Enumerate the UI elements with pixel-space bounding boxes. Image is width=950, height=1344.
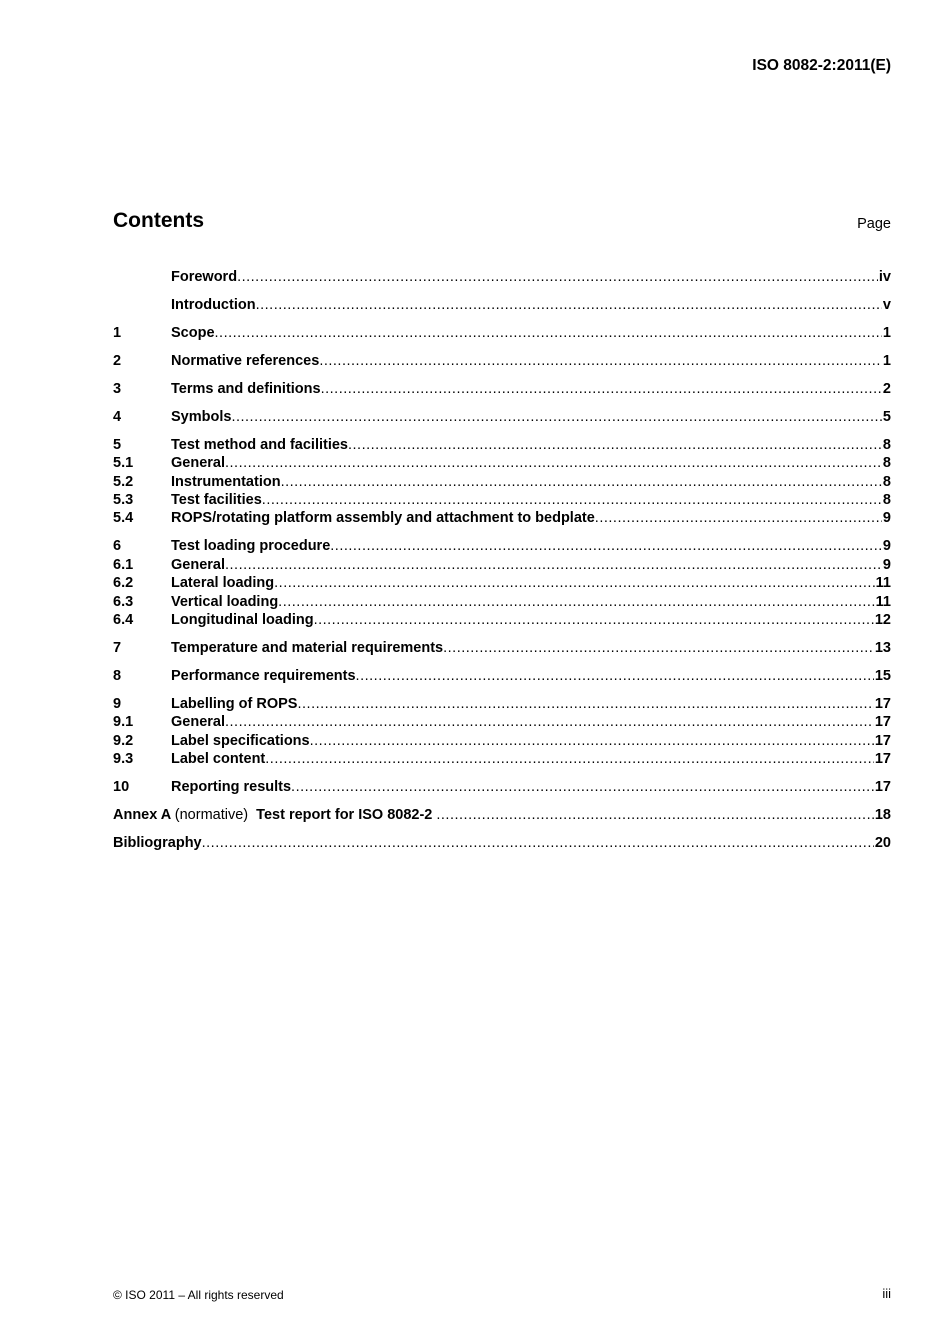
toc-entry-page: 15 — [874, 667, 891, 684]
toc-entry-number: 2 — [113, 352, 122, 369]
toc-entry-page: v — [882, 296, 891, 313]
toc-entry-number: 9.2 — [113, 732, 134, 749]
dot-leader — [274, 574, 875, 592]
dot-leader — [319, 352, 882, 370]
toc-entry[interactable] — [113, 408, 891, 426]
toc-entry-title: General — [171, 455, 225, 472]
dot-leader — [348, 436, 882, 454]
toc-entry-number: 6.3 — [113, 593, 134, 610]
toc-entry-number: 4 — [113, 408, 122, 425]
contents-title: Contents — [113, 209, 204, 232]
toc-entry[interactable] — [113, 436, 891, 454]
dot-leader — [256, 296, 882, 314]
toc-entry-title: Labelling of ROPS — [171, 695, 298, 712]
toc-entry[interactable] — [113, 454, 891, 472]
toc-entry-page: 17 — [874, 695, 891, 712]
dot-leader — [330, 537, 882, 555]
toc-entry-title: Terms and definitions — [171, 380, 321, 397]
toc-entry-title: Reporting results — [171, 779, 292, 796]
toc-entry[interactable] — [113, 695, 891, 713]
toc-entry-title: Vertical loading — [171, 593, 279, 610]
toc-entry-page: 12 — [874, 612, 891, 629]
toc-entry[interactable] — [113, 537, 891, 555]
toc-entry-number: 5 — [113, 436, 122, 453]
dot-leader — [237, 268, 878, 286]
toc-entry[interactable] — [113, 268, 891, 286]
dot-leader — [436, 806, 873, 824]
toc-entry-title: Lateral loading — [171, 575, 275, 592]
document-id: ISO 8082-2:2011(E) — [752, 57, 891, 74]
dot-leader — [443, 639, 874, 657]
toc-entry-page: 11 — [875, 593, 891, 610]
toc-entry-page: 2 — [882, 380, 891, 397]
toc-entry[interactable] — [113, 574, 891, 592]
toc-entry-number: 5.4 — [113, 510, 134, 527]
toc-entry[interactable] — [113, 352, 891, 370]
toc-entry-page: 11 — [875, 575, 891, 592]
toc-entry-title: Longitudinal loading — [171, 612, 314, 629]
toc-entry-page: 17 — [874, 779, 891, 796]
annex-qualifier: (normative) — [174, 807, 249, 824]
toc-entry-number: 9.3 — [113, 751, 134, 768]
toc-entry-page: 20 — [874, 835, 891, 852]
toc-entry[interactable] — [113, 593, 891, 611]
toc-entry-title: Test facilities — [171, 492, 262, 509]
toc-entry[interactable] — [113, 750, 891, 768]
toc-entry-page: 8 — [882, 455, 891, 472]
dot-leader — [310, 732, 874, 750]
dot-leader — [225, 454, 882, 472]
toc-entry-title: Symbols — [171, 408, 232, 425]
toc-entry-page: 8 — [882, 473, 891, 490]
dot-leader — [595, 509, 882, 527]
toc-entry[interactable] — [113, 380, 891, 398]
toc-entry[interactable] — [113, 639, 891, 657]
toc-entry-bibliography[interactable] — [113, 834, 891, 852]
toc-entry-title: General — [171, 556, 225, 573]
toc-entry-title: Foreword — [171, 269, 238, 285]
dot-leader — [231, 408, 881, 426]
dot-leader — [281, 473, 882, 491]
toc-entry-number: 9.1 — [113, 714, 134, 731]
toc-entry[interactable] — [113, 556, 891, 574]
page-number: iii — [882, 1286, 891, 1301]
dot-leader — [262, 491, 882, 509]
toc-entry-page: 1 — [882, 352, 891, 369]
toc-entry-page: 17 — [874, 714, 891, 731]
toc-entry-title: Normative references — [171, 352, 320, 369]
toc-entry-page: 17 — [874, 751, 891, 768]
toc-entry-page: 1 — [882, 324, 891, 341]
annex-title-group — [113, 806, 432, 824]
dot-leader — [314, 611, 874, 629]
toc-entry-title: Test method and facilities — [171, 436, 348, 453]
dot-leader — [321, 380, 882, 398]
toc-entry-title: Bibliography — [113, 835, 202, 852]
toc-entry[interactable] — [113, 324, 891, 342]
toc-entry-number: 6 — [113, 538, 122, 555]
toc-entry-title: ROPS/rotating platform assembly and attachment to bedplate — [171, 510, 595, 527]
toc-entry-annex[interactable] — [113, 806, 891, 824]
toc-entry-title: Test loading procedure — [171, 538, 331, 555]
toc-entry-number: 6.2 — [113, 575, 134, 592]
toc-entry-page: 8 — [882, 436, 891, 453]
toc-entry-title: General — [171, 714, 225, 731]
toc-entry[interactable] — [113, 509, 891, 527]
toc-entry-page: 9 — [882, 510, 891, 527]
dot-leader — [278, 593, 874, 611]
toc-entry-page: 18 — [874, 807, 891, 824]
toc-entry-title: Scope — [171, 324, 215, 341]
toc-entry-page: iv — [878, 269, 891, 285]
dot-leader — [215, 324, 882, 342]
dot-leader — [356, 667, 874, 685]
toc-entry-number: 5.2 — [113, 473, 134, 490]
toc-entry-number: 1 — [113, 324, 122, 341]
toc-entry-page: 5 — [882, 408, 891, 425]
annex-title: Test report for ISO 8082-2 — [256, 807, 433, 824]
toc-entry-page: 17 — [874, 732, 891, 749]
toc-entry[interactable] — [113, 778, 891, 796]
dot-leader — [225, 713, 874, 731]
toc-entry[interactable] — [113, 667, 891, 685]
toc-entry-page: 9 — [882, 538, 891, 555]
dot-leader — [265, 750, 874, 768]
dot-leader — [202, 834, 874, 852]
toc-entry[interactable] — [113, 611, 891, 629]
toc-entry-title: Instrumentation — [171, 473, 281, 490]
toc-entry-number: 5.1 — [113, 455, 134, 472]
toc-entry[interactable] — [113, 473, 891, 491]
toc-entry[interactable] — [113, 296, 891, 314]
copyright-notice: © ISO 2011 – All rights reserved — [113, 1288, 284, 1302]
toc-entry-page: 13 — [874, 640, 891, 656]
toc-entry-number: 6.1 — [113, 556, 134, 573]
toc-entry-title: Performance requirements — [171, 667, 356, 684]
toc-entry-page: 8 — [882, 492, 891, 509]
toc-entry-title: Temperature and material requirements — [171, 640, 444, 656]
toc-entry-title: Label specifications — [171, 732, 310, 749]
table-of-contents — [113, 268, 891, 852]
toc-entry-number: 6.4 — [113, 612, 134, 629]
dot-leader — [225, 556, 882, 574]
toc-entry-number: 3 — [113, 380, 122, 397]
toc-entry-page: 9 — [882, 556, 891, 573]
annex-label: Annex A — [113, 807, 171, 824]
toc-entry[interactable] — [113, 491, 891, 509]
toc-entry-title: Label content — [171, 751, 266, 768]
toc-entry-number: 5.3 — [113, 492, 134, 509]
toc-entry-title: Introduction — [171, 296, 256, 313]
dot-leader — [297, 695, 873, 713]
dot-leader — [291, 778, 874, 796]
toc-entry-number: 9 — [113, 695, 122, 712]
toc-entry-number: 10 — [113, 779, 130, 796]
toc-entry-number: 7 — [113, 640, 122, 656]
toc-entry-number: 8 — [113, 667, 122, 684]
toc-entry[interactable] — [113, 713, 891, 731]
toc-entry[interactable] — [113, 732, 891, 750]
page-column-label: Page — [857, 216, 891, 232]
